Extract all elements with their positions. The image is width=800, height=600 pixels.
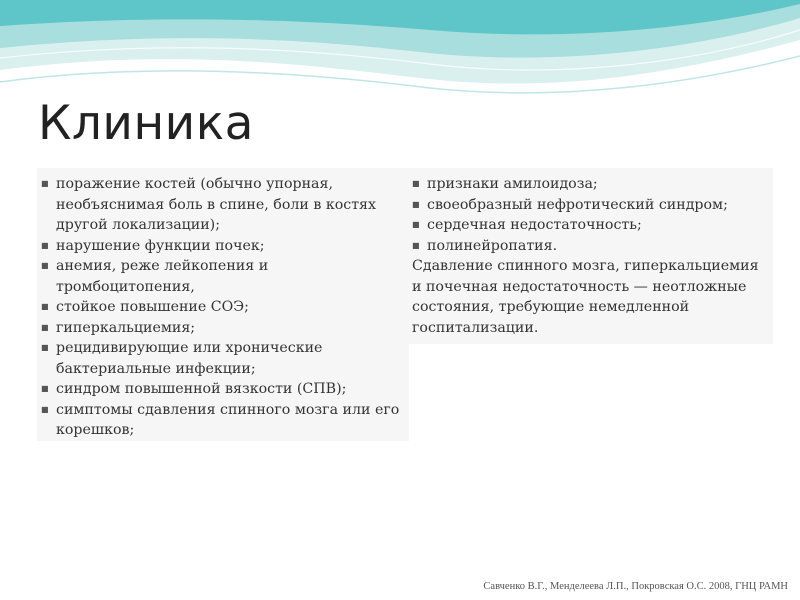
left-bullet-list: [37, 168, 409, 441]
right-bullet-list: [408, 168, 773, 256]
left-text-panel: [37, 168, 409, 441]
list-item: ■ стойкое повышение СОЭ;: [37, 297, 409, 318]
list-item: ■ гиперкальциемия;: [37, 318, 409, 339]
footer-citation: Савченко В.Г., Менделеева Л.П., Покровская О.С. 2008, ГНЦ РАМН: [483, 581, 788, 592]
list-item: ■ сердечная недостаточность;: [408, 215, 773, 236]
list-item: ■ рецидивирующие или хронические бактериальные инфекции;: [37, 338, 409, 379]
urgent-note-paragraph: Сдавление спинного мозга, гиперкальциемия и почечная недостаточность — неотложные состояния, требующие немедленной госпитализации.: [412, 258, 759, 336]
header-wave-decoration: [0, 0, 800, 110]
list-item: ■ своеобразный нефротический синдром;: [408, 195, 773, 216]
list-item: ■ анемия, реже лейкопения и тромбоцитопения,: [37, 256, 409, 297]
list-item: ■ симптомы сдавления спинного мозга или его корешков;: [37, 400, 409, 441]
list-item: ■ признаки амилоидоза;: [408, 174, 773, 195]
list-item: ■ полинейропатия.: [408, 236, 773, 257]
list-item: ■ поражение костей (обычно упорная, необъяснимая боль в спине, боли в костях другой локализации);: [37, 174, 409, 236]
slide-title: Клиника: [38, 96, 254, 151]
list-item: ■ синдром повышенной вязкости (СПВ);: [37, 379, 409, 400]
list-item: ■ нарушение функции почек;: [37, 236, 409, 257]
right-text-panel: [408, 168, 773, 344]
